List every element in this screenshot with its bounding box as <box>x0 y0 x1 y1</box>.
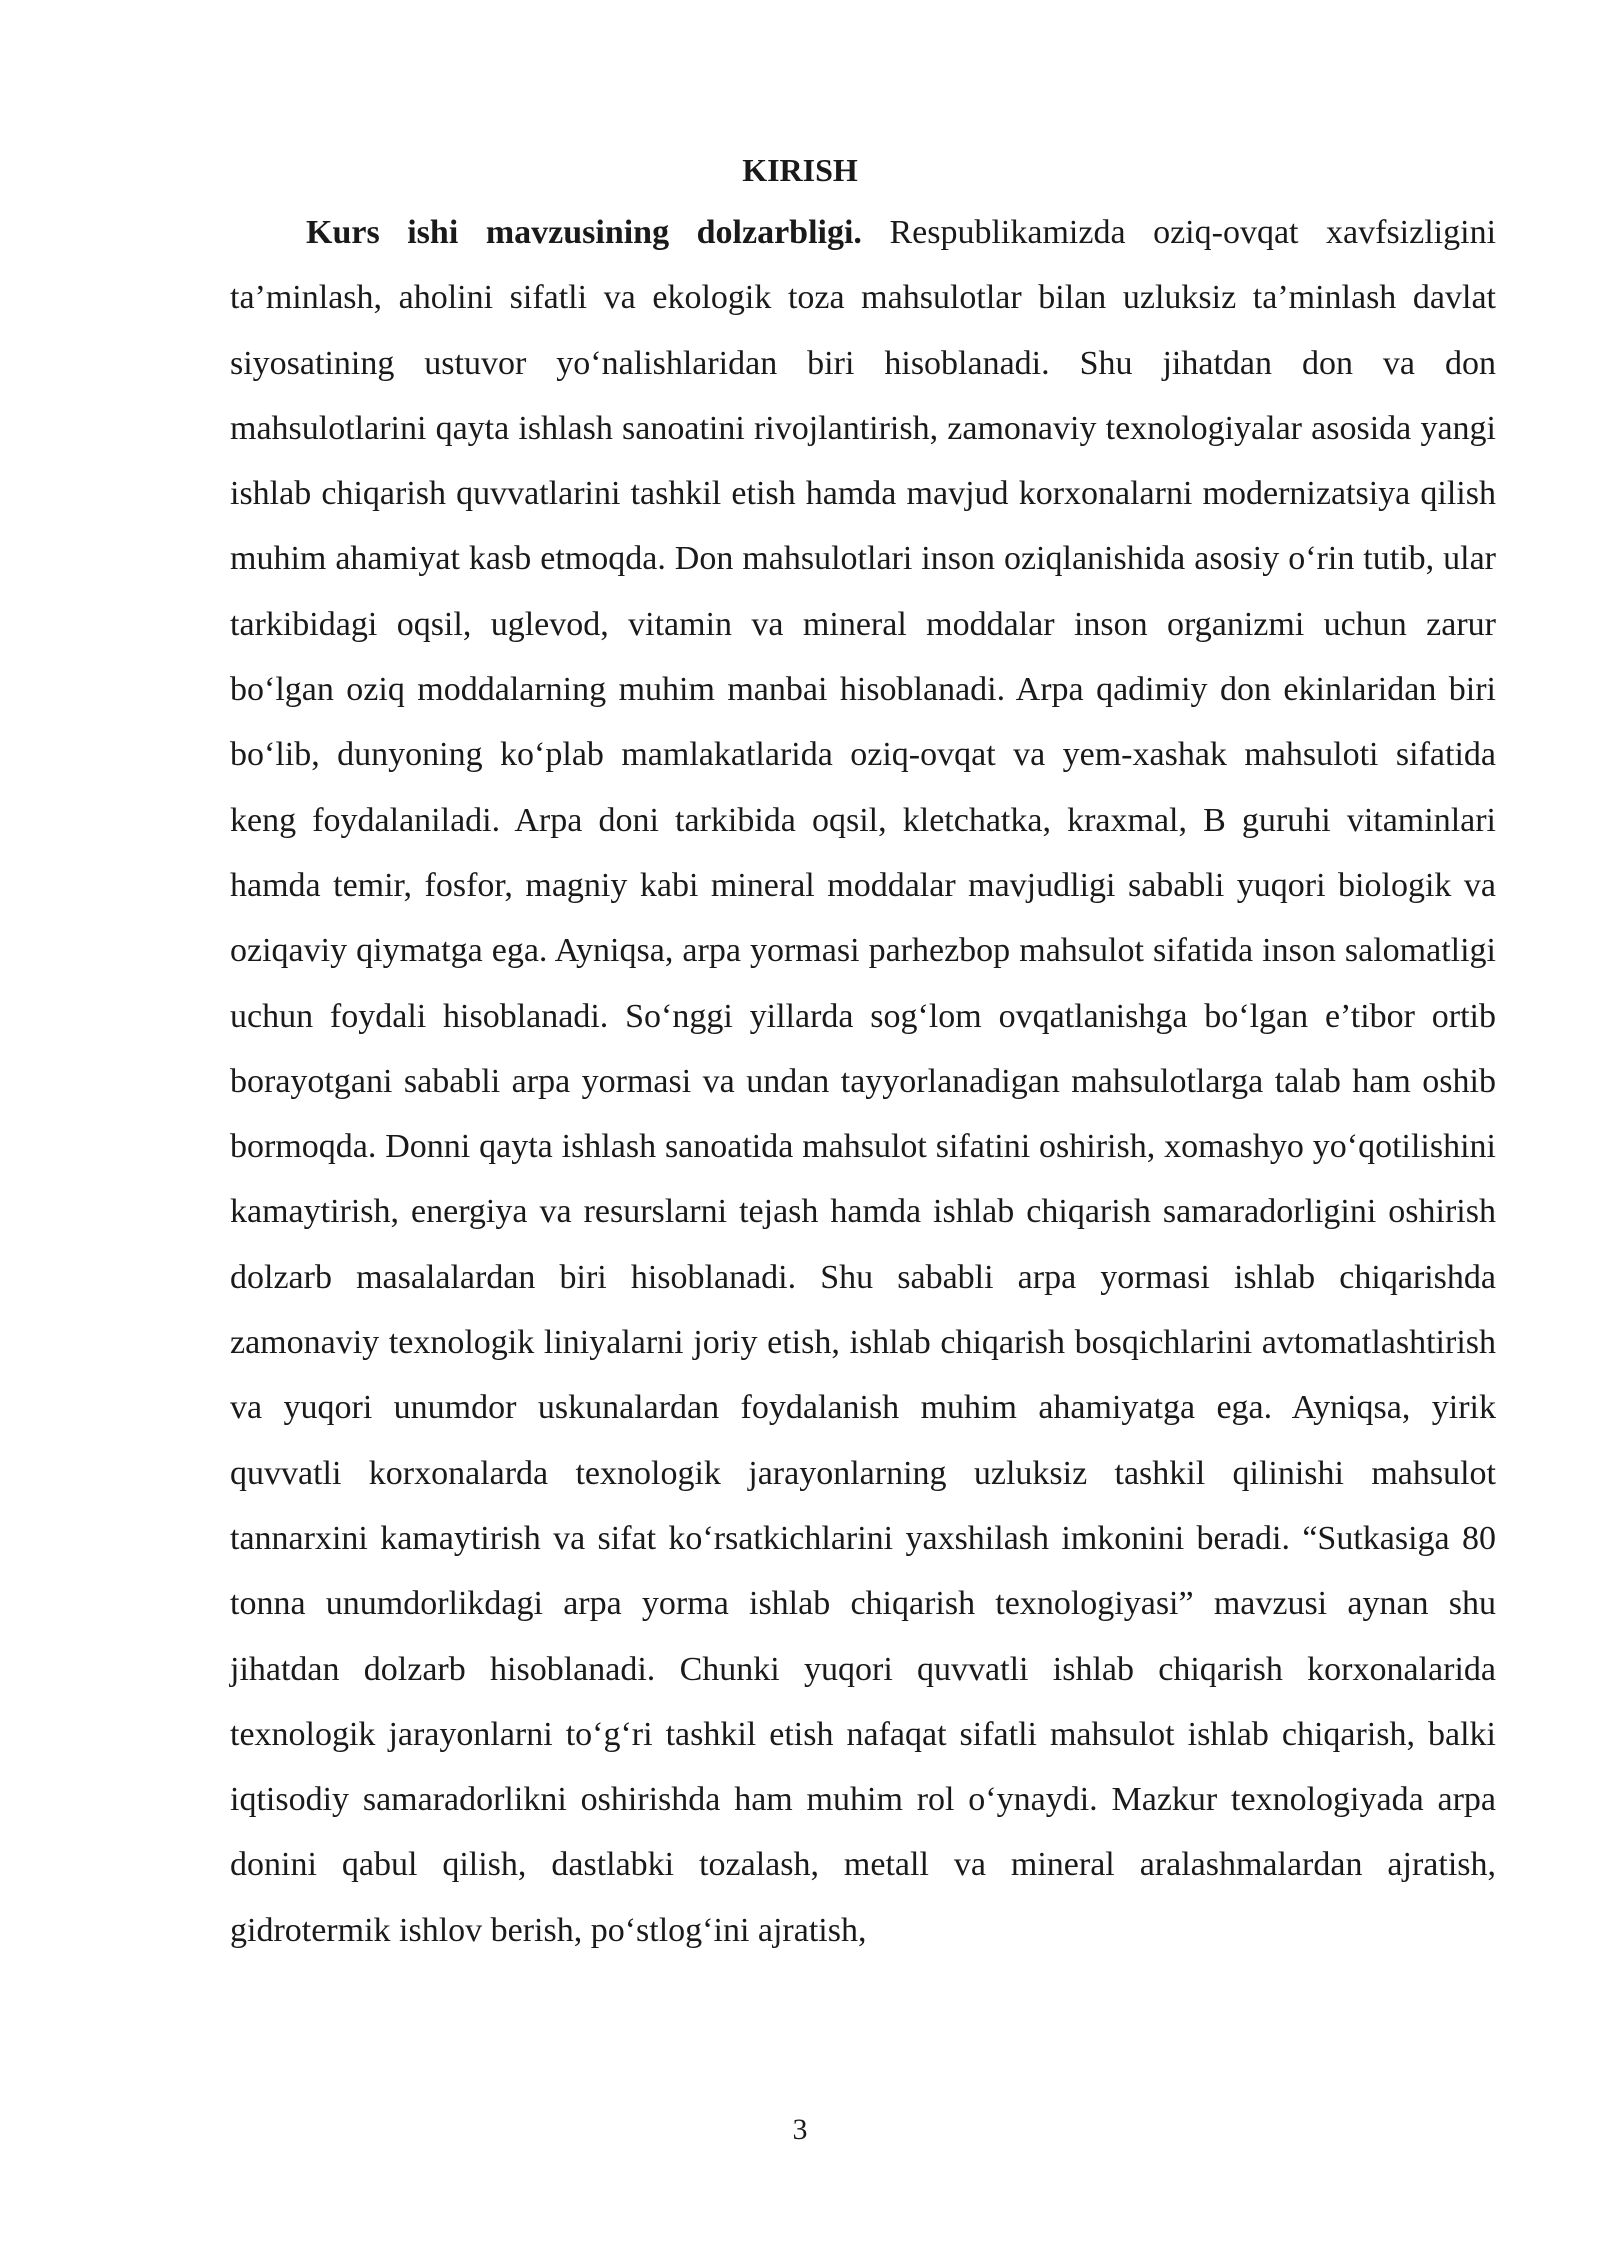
section-heading: KIRISH <box>742 152 858 188</box>
paragraph-text: Respublikamizda oziq-ovqat xavfsizligini ta’minlash, aholini sifatli va ekologik toza mahsulotlar bilan uzluksiz ta’minlash davlat siyosatining ustuvor yo‘nalishlaridan biri hisoblanadi. Shu jihatdan don va don mahsulotlarini qayta ishlash sanoatini rivojlantirish, zamonaviy texnologiyalar asosida yangi ishlab chiqarish quvvatlarini tashkil etish hamda mavjud korxonalarni modernizatsiya qilish muhim ahamiyat kasb etmoqda. Don mahsulotlari inson oziqlanishida asosiy o‘rin tutib, ular tarkibidagi oqsil, uglevod, vitamin va mineral moddalar inson organizmi uchun zarur bo‘lgan oziq moddalarning muhim manbai hisoblanadi. Arpa qadimiy don ekinlaridan biri bo‘lib, dunyoning ko‘plab mamlakatlarida oziq-ovqat va yem-xashak mahsuloti sifatida keng foydalaniladi. Arpa doni tarkibida oqsil, kletchatka, kraxmal, B guruhi vitaminlari hamda temir, fosfor, magniy kabi mineral moddalar mavjudligi sababli yuqori biologik va oziqaviy qiymatga ega. Ayniqsa, arpa yormasi parhezbop mahsulot sifatida inson salomatligi uchun foydali hisoblanadi. So‘nggi yillarda sog‘lom ovqatlanishga bo‘lgan e’tibor ortib borayotgani sababli arpa yormasi va undan tayyorlanadigan mahsulotlarga talab ham oshib bormoqda. Donni qayta ishlash sanoatida mahsulot sifatini oshirish, xomashyo yo‘qotilishini kamaytirish, energiya va resurslarni tejash hamda ishlab chiqarish samaradorligini oshirish dolzarb masalalardan biri hisoblanadi. Shu sababli arpa yormasi ishlab chiqarishda zamonaviy texnologik liniyalarni joriy etish, ishlab chiqarish bosqichlarini avtomatlashtirish va yuqori unumdor uskunalardan foydalanish muhim ahamiyatga ega. Ayniqsa, yirik quvvatli korxonalarda texnologik jarayonlarning uzluksiz tashkil qilinishi mahsulot tannarxini kamaytirish va sifat ko‘rsatkichlarini yaxshilash imkonini beradi. “Sutkasiga 80 tonna unumdorlikdagi arpa yorma ishlab chiqarish texnologiyasi” mavzusi aynan shu jihatdan dolzarb hisoblanadi. Chunki yuqori quvvatli ishlab chiqarish korxonalarida texnologik jarayonlarni to‘g‘ri tashkil etish nafaqat sifatli mahsulot ishlab chiqarish, balki iqtisodiy samaradorlikni oshirishda ham muhim rol o‘ynaydi. Mazkur texnologiyada arpa donini qabul qilish, dastlabki tozalash, metall va mineral aralashmalardan ajratish, gidrotermik ishlov berish, po‘stlog‘ini ajratish, <box>230 214 1497 1949</box>
body-paragraph <box>230 200 1496 1963</box>
page-number: 3 <box>792 2113 808 2146</box>
paragraph-lead: Kurs ishi mavzusining dolzarbligi. <box>306 214 862 251</box>
